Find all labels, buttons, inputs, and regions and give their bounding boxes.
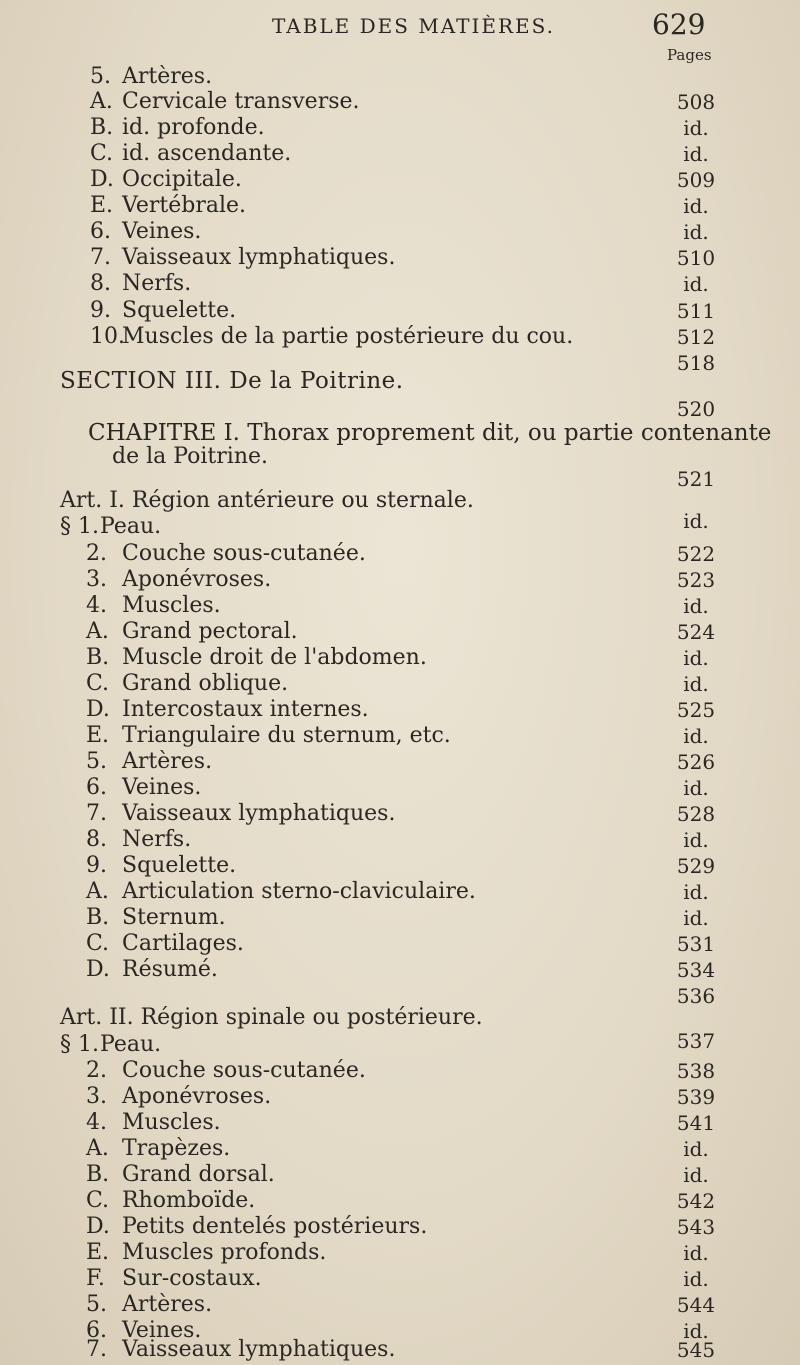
entry-label: 2. bbox=[86, 1058, 107, 1083]
entry-page: 534 bbox=[676, 958, 716, 982]
entry-title: Couche sous-cutanée. bbox=[122, 1058, 366, 1083]
page-number: 629 bbox=[652, 8, 706, 41]
entry-page: 531 bbox=[676, 932, 716, 956]
entry-label: 5. bbox=[86, 749, 107, 774]
entry-page: id. bbox=[683, 880, 709, 904]
entry-title: Articulation sterno-claviculaire. bbox=[122, 879, 476, 904]
entry-title: Vaisseaux lymphatiques. bbox=[122, 801, 396, 826]
entry-page: 524 bbox=[676, 620, 716, 644]
entry-label: 5. bbox=[86, 1292, 107, 1317]
entry-label: D. bbox=[90, 167, 114, 192]
entry-label: 9. bbox=[86, 853, 107, 878]
toc-entry bbox=[0, 1335, 800, 1363]
entry-label: 4. bbox=[86, 1110, 107, 1135]
entry-label: 8. bbox=[86, 827, 107, 852]
entry-page: 508 bbox=[676, 90, 716, 114]
toc-entry bbox=[0, 512, 800, 542]
entry-title: Couche sous-cutanée. bbox=[122, 541, 366, 566]
entry-page: id. bbox=[683, 1267, 709, 1291]
entry-label: A. bbox=[86, 1136, 109, 1161]
entry-page: 539 bbox=[676, 1085, 716, 1109]
entry-title: Squelette. bbox=[122, 853, 237, 878]
entry-label: 4. bbox=[86, 593, 107, 618]
entry-title: Veines. bbox=[122, 219, 202, 244]
entry-page: id. bbox=[683, 116, 709, 140]
entry-label: 8. bbox=[90, 271, 111, 296]
entry-label: E. bbox=[86, 1240, 110, 1265]
entry-title: Artères. bbox=[122, 749, 213, 774]
entry-label: B. bbox=[86, 645, 110, 670]
entry-label: 3. bbox=[86, 567, 107, 592]
entry-title: Intercostaux internes. bbox=[122, 697, 369, 722]
entry-page: 512 bbox=[676, 325, 716, 349]
pages-column-label: Pages bbox=[667, 46, 712, 64]
entry-title: Cartilages. bbox=[122, 931, 244, 956]
entry-page: id. bbox=[683, 594, 709, 618]
entry-title: Rhomboïde. bbox=[122, 1188, 256, 1213]
entry-label: C. bbox=[86, 1188, 110, 1213]
entry-page: id. bbox=[683, 1163, 709, 1187]
entry-label: C. bbox=[86, 671, 110, 696]
entry-label: 7. bbox=[86, 801, 107, 826]
running-title: TABLE DES MATIÈRES. bbox=[272, 14, 555, 38]
entry-label: 7. bbox=[90, 245, 111, 270]
entry-title: Muscles. bbox=[122, 1110, 221, 1135]
entry-page: id. bbox=[683, 272, 709, 296]
entry-title: id. ascendante. bbox=[122, 141, 292, 166]
entry-page: 529 bbox=[676, 854, 716, 878]
entry-page: 526 bbox=[676, 750, 716, 774]
entry-label: 5. bbox=[90, 64, 111, 89]
entry-title: Aponévroses. bbox=[122, 567, 272, 592]
entry-page: 545 bbox=[676, 1338, 716, 1362]
entry-page: 522 bbox=[676, 542, 716, 566]
entry-title: Muscles de la partie postérieure du cou. bbox=[122, 324, 574, 349]
entry-title: Muscle droit de l'abdomen. bbox=[122, 645, 427, 670]
entry-title: Artères. bbox=[122, 64, 213, 89]
entry-page: id. bbox=[683, 672, 709, 696]
entry-page: 509 bbox=[676, 168, 716, 192]
entry-title: Vaisseaux lymphatiques. bbox=[122, 245, 396, 270]
entry-title: Résumé. bbox=[122, 957, 218, 982]
entry-page: 544 bbox=[676, 1293, 716, 1317]
entry-label: 7. bbox=[86, 1337, 107, 1362]
entry-label: C. bbox=[86, 931, 110, 956]
entry-page: 511 bbox=[676, 299, 716, 323]
entry-label: B. bbox=[86, 1162, 110, 1187]
entry-title: Peau. bbox=[100, 1032, 162, 1057]
article-title: Art. I. Région antérieure ou sternale. bbox=[60, 488, 474, 513]
entry-page: 536 bbox=[676, 984, 716, 1008]
entry-page: id. bbox=[683, 776, 709, 800]
entry-title: Veines. bbox=[122, 1318, 202, 1343]
entry-title: Muscles profonds. bbox=[122, 1240, 327, 1265]
entry-page: 543 bbox=[676, 1215, 716, 1239]
entry-page: 518 bbox=[676, 351, 716, 375]
entry-title: Nerfs. bbox=[122, 827, 192, 852]
entry-page: id. bbox=[683, 724, 709, 748]
entry-label: 3. bbox=[86, 1084, 107, 1109]
entry-label: F. bbox=[86, 1266, 105, 1291]
entry-page: 542 bbox=[676, 1189, 716, 1213]
entry-page: id. bbox=[683, 1241, 709, 1265]
entry-page: id. bbox=[683, 194, 709, 218]
section-title: SECTION III. De la Poitrine. bbox=[60, 368, 404, 394]
entry-label: C. bbox=[90, 141, 114, 166]
entry-page: 541 bbox=[676, 1111, 716, 1135]
entry-label: 2. bbox=[86, 541, 107, 566]
entry-page: 510 bbox=[676, 246, 716, 270]
entry-title: Sur-costaux. bbox=[122, 1266, 262, 1291]
entry-label: B. bbox=[90, 115, 114, 140]
entry-page: 525 bbox=[676, 698, 716, 722]
entry-page: 538 bbox=[676, 1059, 716, 1083]
entry-label: 6. bbox=[86, 775, 107, 800]
entry-title: id. profonde. bbox=[122, 115, 265, 140]
entry-page: 523 bbox=[676, 568, 716, 592]
entry-label: A. bbox=[86, 619, 109, 644]
entry-title: Squelette. bbox=[122, 298, 237, 323]
entry-title: Vertébrale. bbox=[122, 193, 247, 218]
entry-title: Triangulaire du sternum, etc. bbox=[122, 723, 451, 748]
entry-title: Sternum. bbox=[122, 905, 226, 930]
entry-title: Grand pectoral. bbox=[122, 619, 298, 644]
entry-title: Trapèzes. bbox=[122, 1136, 231, 1161]
entry-title: Petits dentelés postérieurs. bbox=[122, 1214, 428, 1239]
entry-page: id. bbox=[683, 142, 709, 166]
entry-title: Veines. bbox=[122, 775, 202, 800]
entry-label: 10. bbox=[90, 324, 125, 349]
entry-label: D. bbox=[86, 697, 110, 722]
entry-page: id. bbox=[683, 1319, 709, 1343]
entry-page: id. bbox=[683, 828, 709, 852]
entry-title: Nerfs. bbox=[122, 271, 192, 296]
chapter-title: CHAPITRE I. Thorax proprement dit, ou partie contenante bbox=[88, 420, 772, 446]
article-title: Art. II. Région spinale ou postérieure. bbox=[60, 1005, 483, 1030]
entry-page: 537 bbox=[676, 1029, 716, 1053]
entry-title: Aponévroses. bbox=[122, 1084, 272, 1109]
entry-title: Peau. bbox=[100, 514, 162, 539]
entry-page: 521 bbox=[676, 467, 716, 491]
page-header bbox=[0, 8, 800, 48]
toc-entry bbox=[0, 269, 800, 299]
entry-label: B. bbox=[86, 905, 110, 930]
entry-title: Vaisseaux lymphatiques. bbox=[122, 1337, 396, 1362]
entry-label: D. bbox=[86, 1214, 110, 1239]
entry-title: Grand oblique. bbox=[122, 671, 289, 696]
entry-label: 9. bbox=[90, 298, 111, 323]
entry-title: Muscles. bbox=[122, 593, 221, 618]
entry-label: A. bbox=[86, 879, 109, 904]
entry-page: id. bbox=[683, 646, 709, 670]
chapter-title-continued: de la Poitrine. bbox=[112, 444, 269, 469]
entry-label: § 1. bbox=[60, 514, 99, 539]
entry-title: Grand dorsal. bbox=[122, 1162, 275, 1187]
entry-page: id. bbox=[683, 1137, 709, 1161]
entry-page: id. bbox=[683, 220, 709, 244]
entry-label: 6. bbox=[90, 219, 111, 244]
entry-title: Artères. bbox=[122, 1292, 213, 1317]
entry-label: E. bbox=[90, 193, 114, 218]
entry-title: Cervicale transverse. bbox=[122, 89, 360, 114]
entry-title: Occipitale. bbox=[122, 167, 242, 192]
section-heading bbox=[0, 366, 800, 396]
entry-label: D. bbox=[86, 957, 110, 982]
entry-page: id. bbox=[683, 906, 709, 930]
entry-label: E. bbox=[86, 723, 110, 748]
entry-label: 6. bbox=[86, 1318, 107, 1343]
entry-page: 528 bbox=[676, 802, 716, 826]
entry-page: 520 bbox=[676, 397, 716, 421]
entry-page: id. bbox=[683, 509, 709, 533]
entry-label: A. bbox=[90, 89, 113, 114]
entry-label: § 1. bbox=[60, 1032, 99, 1057]
